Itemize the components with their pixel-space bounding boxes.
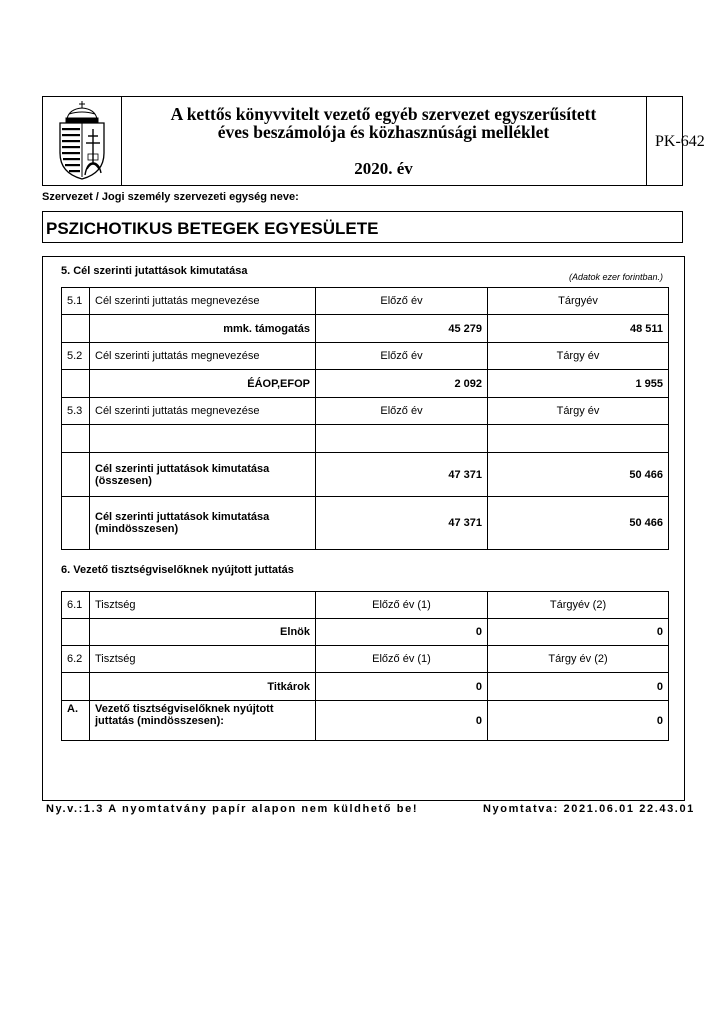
grand-total-prev-value: 0 bbox=[316, 701, 488, 741]
table-row bbox=[62, 619, 669, 646]
prev-year-header: Előző év bbox=[316, 288, 488, 315]
prev-year-value bbox=[316, 425, 488, 453]
organization-name-field bbox=[42, 211, 683, 243]
title-line-2: éves beszámolója és közhasznúsági melléklet bbox=[217, 122, 550, 142]
prev-year-value: 0 bbox=[316, 619, 488, 646]
curr-year-header: Tárgyév (2) bbox=[488, 592, 669, 619]
section5-unit-note: (Adatok ezer forintban.) bbox=[569, 272, 664, 282]
curr-year-value: 48 511 bbox=[488, 315, 669, 343]
prev-year-header: Előző év bbox=[316, 398, 488, 425]
section5-table bbox=[61, 287, 669, 550]
row-letter: A. bbox=[62, 701, 90, 741]
form-code: PK-642 bbox=[655, 133, 705, 150]
item-name bbox=[90, 425, 316, 453]
section6-title: 6. Vezető tisztségviselőknek nyújtott juttatás bbox=[61, 564, 294, 576]
section6-table bbox=[61, 591, 669, 741]
table-row bbox=[62, 343, 669, 370]
curr-year-value: 0 bbox=[488, 673, 669, 701]
organization-label: Szervezet / Jogi személy szervezeti egység neve: bbox=[42, 191, 299, 203]
grand-total-row bbox=[62, 497, 669, 550]
total-row bbox=[62, 453, 669, 497]
logo-cell bbox=[43, 97, 122, 185]
table-row bbox=[62, 370, 669, 398]
row-number: 5.2 bbox=[62, 343, 90, 370]
row-label: Tisztség bbox=[90, 592, 316, 619]
table-row bbox=[62, 425, 669, 453]
curr-year-value: 0 bbox=[488, 619, 669, 646]
table-row bbox=[62, 673, 669, 701]
table-row bbox=[62, 315, 669, 343]
grand-total-prev-value: 47 371 bbox=[316, 497, 488, 550]
position-name: Titkárok bbox=[90, 673, 316, 701]
prev-year-value: 2 092 bbox=[316, 370, 488, 398]
row-label: Cél szerinti juttatás megnevezése bbox=[90, 288, 316, 315]
grand-total-curr-value: 0 bbox=[488, 701, 669, 741]
row-number: 6.1 bbox=[62, 592, 90, 619]
section5-title: 5. Cél szerinti jutattások kimutatása bbox=[61, 265, 248, 277]
form-title bbox=[121, 97, 647, 185]
curr-year-value bbox=[488, 425, 669, 453]
grand-total-curr-value: 50 466 bbox=[488, 497, 669, 550]
total-curr-value: 50 466 bbox=[488, 453, 669, 497]
curr-year-header: Tárgy év (2) bbox=[488, 646, 669, 673]
footer-version-note: Ny.v.:1.3 A nyomtatvány papír alapon nem küldhető be! bbox=[46, 803, 419, 815]
prev-year-header: Előző év (1) bbox=[316, 592, 488, 619]
prev-year-header: Előző év bbox=[316, 343, 488, 370]
footer-print-timestamp: Nyomtatva: 2021.06.01 22.43.01 bbox=[483, 803, 695, 815]
curr-year-header: Tárgyév bbox=[488, 288, 669, 315]
grand-total-row bbox=[62, 701, 669, 741]
row-number: 6.2 bbox=[62, 646, 90, 673]
item-name: mmk. támogatás bbox=[90, 315, 316, 343]
form-header bbox=[42, 96, 705, 186]
row-number: 5.3 bbox=[62, 398, 90, 425]
grand-total-label: Vezető tisztségviselőknek nyújtott juttatás (mindösszesen): bbox=[90, 701, 316, 741]
table-row bbox=[62, 646, 669, 673]
row-label: Cél szerinti juttatás megnevezése bbox=[90, 398, 316, 425]
position-name: Elnök bbox=[90, 619, 316, 646]
prev-year-value: 0 bbox=[316, 673, 488, 701]
row-number: 5.1 bbox=[62, 288, 90, 315]
organization-name: PSZICHOTIKUS BETEGEK EGYESÜLETE bbox=[46, 219, 379, 238]
row-label: Tisztség bbox=[90, 646, 316, 673]
total-label: Cél szerinti juttatások kimutatása (összesen) bbox=[90, 453, 316, 497]
title-line-1: A kettős könyvvitelt vezető egyéb szervezet egyszerűsített bbox=[170, 104, 597, 124]
table-row bbox=[62, 592, 669, 619]
item-name: ÉÁOP,EFOP bbox=[90, 370, 316, 398]
table-row bbox=[62, 398, 669, 425]
prev-year-value: 45 279 bbox=[316, 315, 488, 343]
total-prev-value: 47 371 bbox=[316, 453, 488, 497]
hungarian-coat-of-arms-icon bbox=[43, 97, 121, 185]
prev-year-header: Előző év (1) bbox=[316, 646, 488, 673]
table-row bbox=[62, 288, 669, 315]
curr-year-header: Tárgy év bbox=[488, 398, 669, 425]
form-code-cell bbox=[647, 97, 705, 185]
form-year: 2020. év bbox=[354, 159, 413, 178]
curr-year-header: Tárgy év bbox=[488, 343, 669, 370]
grand-total-label: Cél szerinti juttatások kimutatása (mindösszesen) bbox=[90, 497, 316, 550]
row-label: Cél szerinti juttatás megnevezése bbox=[90, 343, 316, 370]
curr-year-value: 1 955 bbox=[488, 370, 669, 398]
